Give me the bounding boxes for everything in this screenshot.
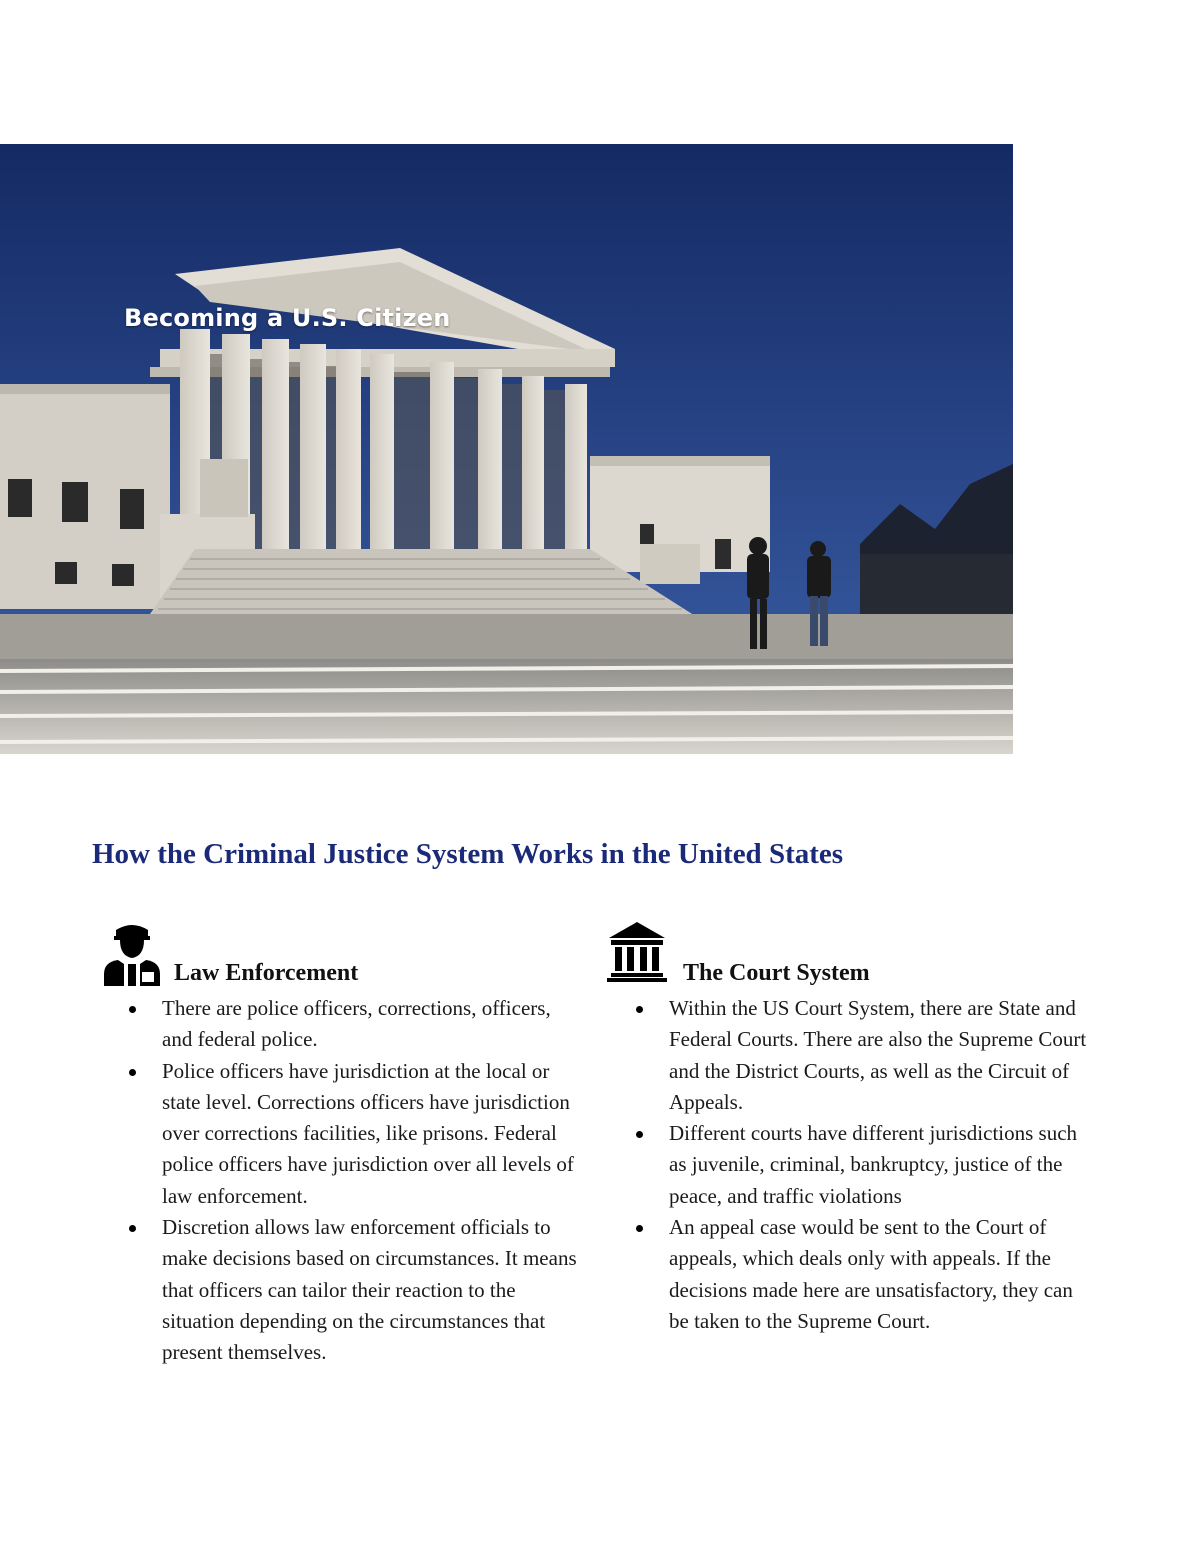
hero-image [0, 144, 1013, 754]
hero-caption: Becoming a U.S. Citizen [124, 304, 451, 332]
list-item: Discretion allows law enforcement officials to make decisions based on circumstances. It means that officers can tailor their reaction to the situation depending on the circumstances that present themselves. [162, 1212, 582, 1368]
court-system-list [669, 993, 1097, 1337]
court-system-heading: The Court System [683, 960, 870, 986]
page-title: How the Criminal Justice System Works in the United States [92, 838, 844, 870]
supreme-court-building-photo [0, 144, 1013, 754]
list-item: Police officers have jurisdiction at the local or state level. Corrections officers have jurisdiction over corrections facilities, like prisons. Federal police officers have jurisdiction over all levels of law enforcement. [162, 1056, 582, 1212]
police-officer-icon [104, 920, 160, 990]
list-item: There are police officers, corrections, officers, and federal police. [162, 993, 582, 1056]
list-item: Within the US Court System, there are State and Federal Courts. There are also the Supreme Court and the District Courts, as well as the Circuit of Appeals. [669, 993, 1097, 1118]
courthouse-icon [607, 920, 667, 982]
list-item: An appeal case would be sent to the Court of appeals, which deals only with appeals. If the decisions made here are unsatisfactory, they can be taken to the Supreme Court. [669, 1212, 1097, 1337]
list-item: Different courts have different jurisdictions such as juvenile, criminal, bankruptcy, justice of the peace, and traffic violations [669, 1118, 1097, 1212]
law-enforcement-list [162, 993, 582, 1369]
law-enforcement-heading: Law Enforcement [174, 960, 359, 986]
